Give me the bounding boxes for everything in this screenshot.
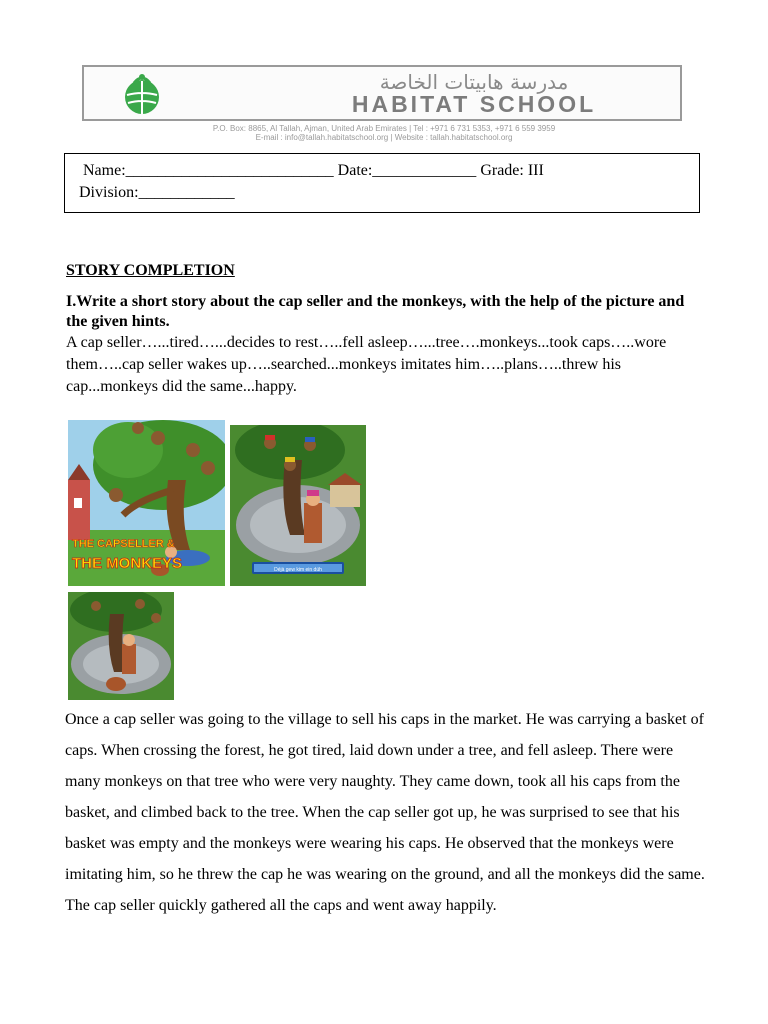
story-paragraph: Once a cap seller was going to the village to sell his caps in the market. He was carrying a basket of caps. When crossing the forest, he got tired, laid down under a tree, and fell asleep. There were many monkeys on that tree who were very naughty. They came down, took all his caps from the basket, and climbed back to the tree. When the cap seller got up, he was surprised to see that his basket was empty and the monkeys were wearing his caps. He observed that the monkeys were imitating him, so he threw the cap he was wearing on the ground, and all the monkeys did the same. The cap seller quickly gathered all the caps and went away happily.	[65, 711, 705, 914]
instruction-text: I.Write a short story about the cap seller and the monkeys, with the help of the picture and the given hints.	[66, 293, 685, 330]
name-field: Name:__________________________	[83, 162, 334, 179]
school-header-banner	[82, 65, 682, 121]
division-field: Division:____________	[79, 184, 235, 201]
story-picture-3	[68, 592, 174, 700]
school-name-arabic: مدرسة هابيتات الخاصة	[379, 70, 569, 94]
grade-field: Grade: III	[480, 162, 544, 179]
story-picture-1	[68, 420, 225, 586]
contact-email-website: E-mail : info@tallah.habitatschool.org | Website : tallah.habitatschool.org	[255, 133, 513, 142]
contact-address: P.O. Box: 8865, Al Tallah, Ajman, United Arab Emirates | Tel : +971 6 731 5353, +971 6 559 3959	[212, 124, 556, 133]
cap-seller-basket-illustration	[68, 592, 174, 700]
info-line-1	[83, 162, 544, 180]
school-logo-icon	[114, 73, 170, 117]
section-heading: STORY COMPLETION	[66, 262, 235, 279]
date-field: Date:_____________	[337, 162, 477, 179]
picture-caption: Déjà gew kim ein düh	[274, 567, 322, 573]
monkeys-wearing-caps-illustration	[230, 425, 366, 586]
hints-text: A cap seller…...tired…...decides to rest…..fell asleep…...tree….monkeys...took caps…..wore them…..cap seller wakes up…..searched...monkeys imitates him…..plans…..threw his cap...monkeys did the same...happy.	[66, 334, 667, 395]
school-name: HABITAT SCHOOL	[351, 91, 597, 117]
story-picture-2	[230, 425, 366, 586]
student-info-box	[64, 153, 700, 213]
picture-title-line-2: THE MONKEYS	[72, 555, 183, 572]
cap-seller-sleeping-illustration	[68, 420, 225, 586]
picture-title-line-1: THE CAPSELLER &	[72, 538, 175, 550]
